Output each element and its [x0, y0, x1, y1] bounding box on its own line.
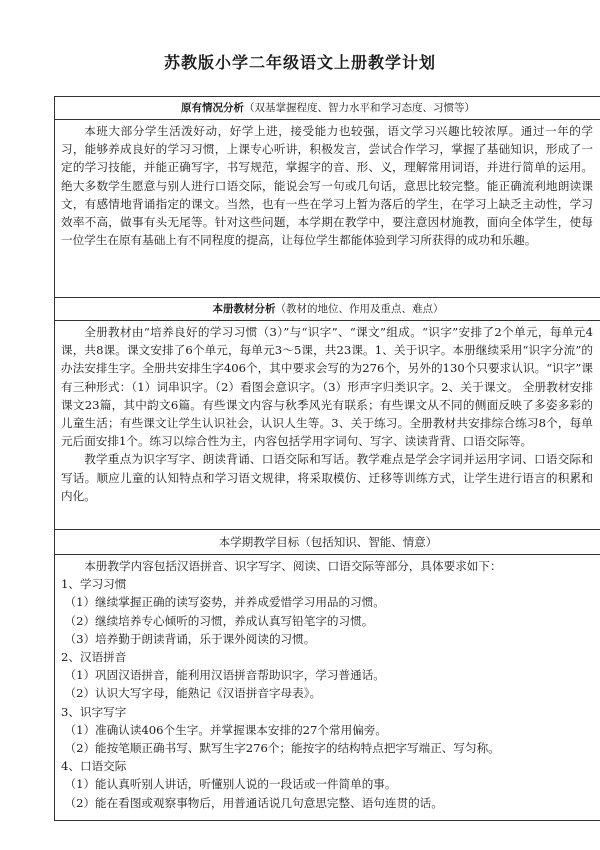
goal-group-title: 2、汉语拼音 [61, 650, 127, 665]
analysis-paragraph: 本班大部分学生活泼好动，好学上进，接受能力也较强，语文学习兴趣比较浓厚。通过一年的学习，能够养成良好的学习习惯，上课专心听讲，积极发言，尝试合作学习，掌握了基础知识，形成了一定的学习技能，并能正确写字，书写规范，掌握字的音、形、义，理解常用词语，并进行简单的运用。绝大多数学生愿意与别人进行口语交际，能说会写一句或几句话，意思比较完整。能正确流利地朗读课文，有感情地背诵指定的课文。当然，也有一些在学习上暂为落后的学生，在学习上缺乏主动性，学习效率不高，做事有头无尾等。针对这些问题，本学期在教学中，要注意因材施教，面向全体学生，使每一位学生在原有基础上有不同程度的提高，让每位学生都能体验到学习所获得的成功和乐趣。 [61, 124, 593, 248]
goal-item: （1）准确认读406个生字。并掌握课本安排的27个常用偏旁。 [64, 722, 387, 737]
goal-item: （2）继续培养专心倾听的习惯，养成认真写铅笔字的习惯。 [64, 613, 374, 628]
goal-group-title: 3、识字写字 [61, 704, 127, 719]
section-analysis-body [55, 120, 600, 298]
goal-item: （2）能在看图或观察事物后，用普通话说几句意思完整、语句连贯的话。 [64, 795, 443, 810]
section-analysis-heading-sub: （双基掌握程度、智力水平和学习态度、习惯等） [244, 102, 475, 114]
goal-item: （1）继续掌握正确的读写姿势，并养成爱惜学习用品的习惯。 [64, 595, 385, 610]
goal-group-title: 1、学习习惯 [61, 577, 127, 592]
section-textbook-heading [55, 298, 600, 321]
section-textbook-heading-main: 本册教材分析 [212, 303, 276, 315]
section-analysis-heading [55, 97, 600, 120]
section-analysis-heading-main: 原有情况分析 [181, 102, 244, 114]
document-title: 苏教版小学二年级语文上册教学计划 [163, 53, 436, 72]
goals-intro: 本册教学内容包括汉语拼音、识字写字、阅读、口语交际等部分，具体要求如下： [84, 559, 502, 573]
goal-item: （2）能按笔顺正确书写、默写生字276个；能按字的结构特点把字写端正、写匀称。 [64, 741, 500, 756]
section-textbook-heading-sub: （教材的地位、作用及重点、难点） [275, 303, 444, 315]
goal-item: （2）认识大写字母，能熟记《汉语拼音字母表》。 [64, 686, 322, 701]
goal-item: （3）培养勤于朗读背诵，乐于课外阅读的习惯。 [64, 631, 316, 646]
section-goals-body [55, 555, 600, 820]
teaching-plan-table [54, 96, 600, 821]
section-goals-heading: 本学期教学目标（包括知识、智能、情意） [55, 530, 600, 555]
goal-item: （1）巩固汉语拼音，能利用汉语拼音帮助识字，学习普通话。 [64, 668, 385, 683]
textbook-paragraph-1: 全册教材由“培养良好的学习习惯（3）”与“识字”、“课文”组成。“识字”安排了2个单元，每单元4课，共8课。课文安排了6个单元，每单元3～5课，共23课。1、关于识字。本册继续采用“识字分流”的办法安排生字。全册共安排生字406个，其中要求会写的为276个，另外的130个只要求认识。“识字”课有三种形式：（1）词串识字。（2）看图会意识字。（3）形声字归类识字。2、关于课文。 全册教材安排课文23篇，其中韵文6篇。有些课文内容与秋季风光有联系；有些课文从不同的侧面反映了多姿多彩的儿童生活；有些课文让学生认识社会，认识人生等。3、关于练习。全册教材共安排综合练习8个，每单元后面安排1个。练习以综合性为主，内容包括学用字词句、写字、读读背背、口语交际等。 [61, 325, 593, 449]
textbook-paragraph-2: 教学重点为识字写字、朗读背诵、口语交际和写话。教学难点是学会字词并运用字词、口语交际和写话。顺应儿童的认知特点和学习语文规律，将采取模仿、迁移等训练方式，让学生进行语言的积累和内化。 [61, 452, 593, 503]
goal-group-title: 4、口语交际 [61, 759, 127, 774]
goal-item: （1）能认真听别人讲话，听懂别人说的一段话或一件简单的事。 [64, 777, 397, 792]
section-textbook-body [55, 321, 600, 530]
